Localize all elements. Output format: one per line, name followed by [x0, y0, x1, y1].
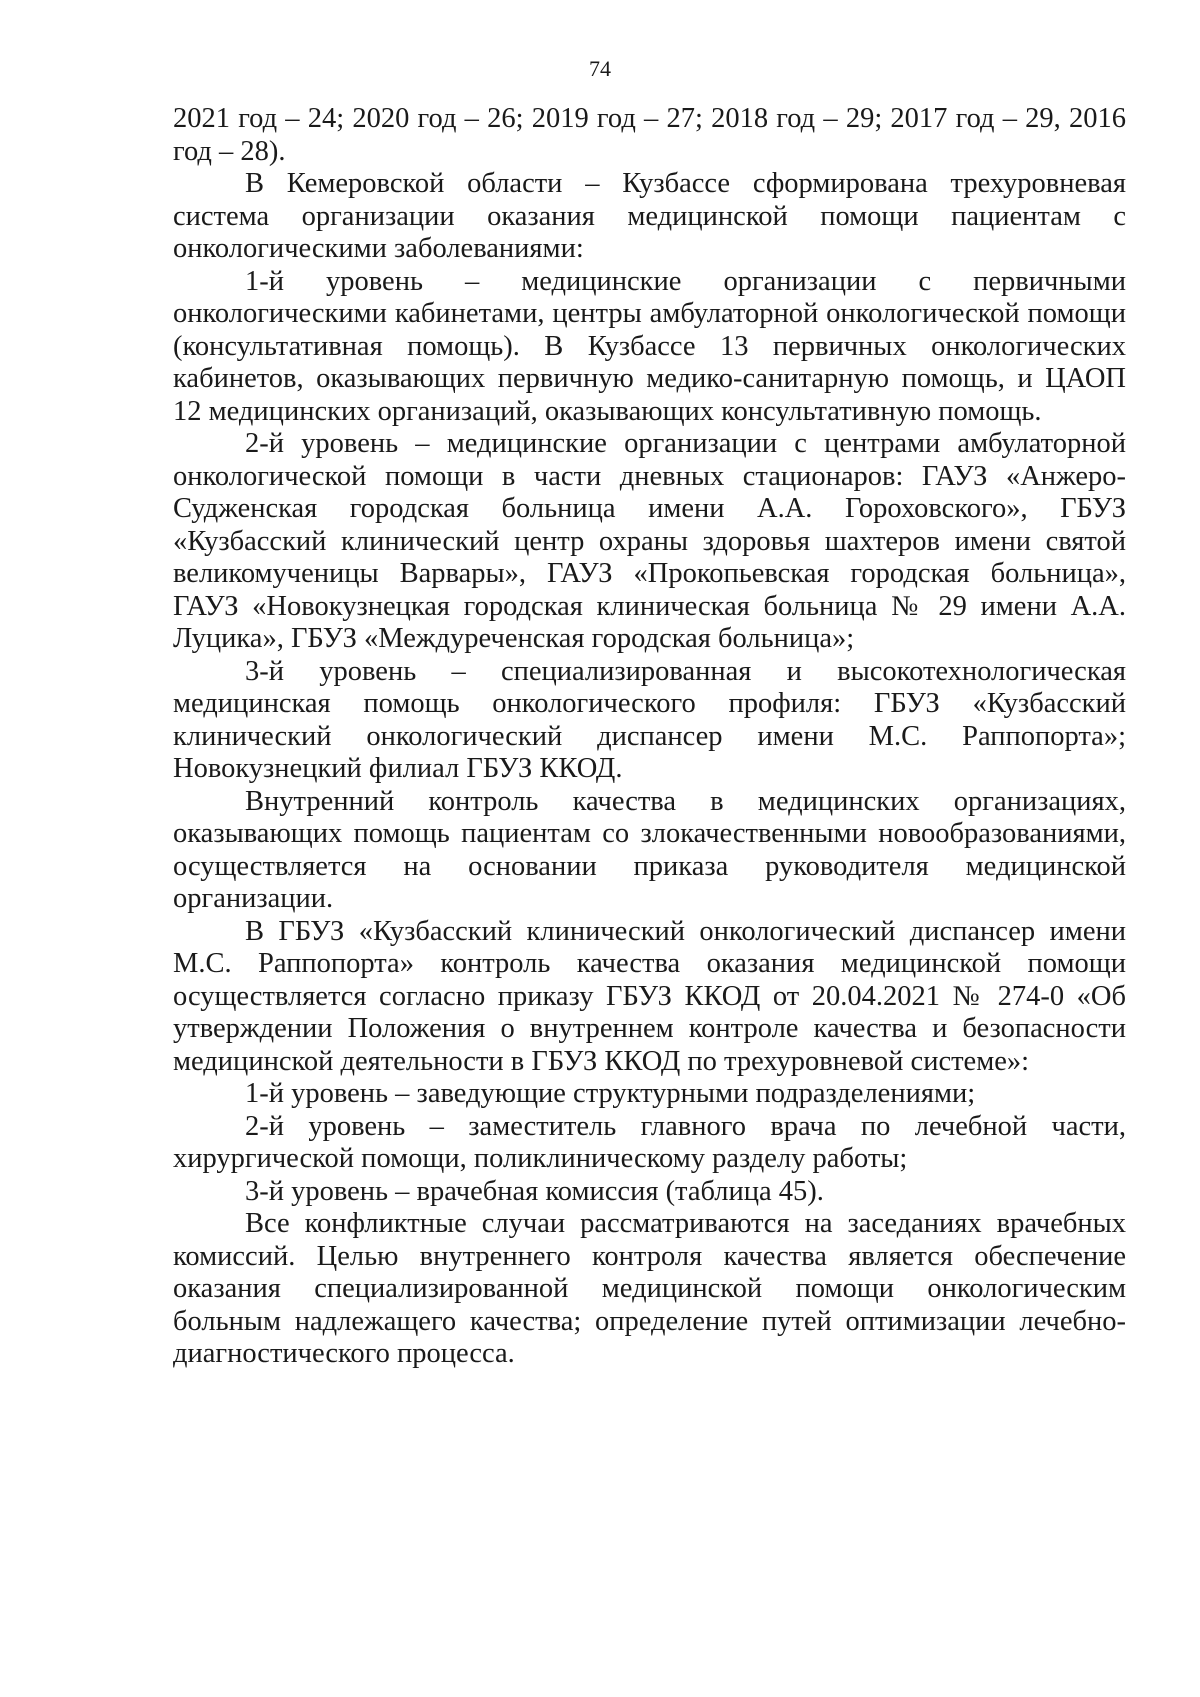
paragraph-system-intro: В Кемеровской области – Кузбассе сформирована трехуровневая система организации оказания медицинской помощи пациентам с онкологическими заболеваниями:	[173, 168, 1126, 264]
page-number: 74	[589, 56, 611, 81]
paragraph-conclusion: Все конфликтные случаи рассматриваются на заседаниях врачебных комиссий. Целью внутреннего контроля качества является обеспечение оказания специализированной медицинской помощи онкологическим больным надлежащего качества; определение путей оптимизации лечебно-диагностического процесса.	[173, 1208, 1126, 1369]
paragraph-order: В ГБУЗ «Кузбасский клинический онкологический диспансер имени М.С. Раппопорта» контроль качества оказания медицинской помощи осуществляется согласно приказу ГБУЗ ККОД от 20.04.2021 № 274-0 «Об утверждении Положения о внутреннем контроле качества и безопасности медицинской деятельности в ГБУЗ ККОД по трехуровневой системе»:	[173, 915, 1126, 1077]
paragraph-continuation: 2021 год – 24; 2020 год – 26; 2019 год – 27; 2018 год – 29; 2017 год – 29, 2016 год – 28).	[173, 103, 1126, 167]
paragraph-level-1: 1-й уровень – медицинские организации с первичными онкологическими кабинетами, центры амбулаторной онкологической помощи (консультативная помощь). В Кузбассе 13 первичных онкологических кабинетов, оказывающих первичную медико-санитарную помощь, и ЦАОП 12 медицинских организаций, оказывающих консультативную помощь.	[173, 265, 1126, 427]
paragraph-control-level-2: 2-й уровень – заместитель главного врача по лечебной части, хирургической помощи, поликлиническому разделу работы;	[173, 1110, 1126, 1174]
paragraph-level-3: 3-й уровень – специализированная и высокотехнологическая медицинская помощь онкологического профиля: ГБУЗ «Кузбасский клинический онкологический диспансер имени М.С. Раппопорта»; Новокузнецкий филиал ГБУЗ ККОД.	[173, 655, 1126, 784]
document-body	[173, 103, 1126, 1371]
paragraph-control-level-1: 1-й уровень – заведующие структурными подразделениями;	[245, 1078, 976, 1109]
paragraph-level-2: 2-й уровень – медицинские организации с центрами амбулаторной онкологической помощи в части дневных стационаров: ГАУЗ «Анжеро-Судженская городская больница имени А.А. Гороховского», ГБУЗ «Кузбасский клинический центр охраны здоровья шахтеров имени святой великомученицы Варвары», ГАУЗ «Прокопьевская городская больница», ГАУЗ «Новокузнецкая городская клиническая больница № 29 имени А.А. Луцика», ГБУЗ «Междуреченская городская больница»;	[173, 428, 1126, 654]
paragraph-control-level-3: 3-й уровень – врачебная комиссия (таблица 45).	[245, 1175, 824, 1207]
paragraph-internal-control: Внутренний контроль качества в медицинских организациях, оказывающих помощь пациентам со злокачественными новообразованиями, осуществляется на основании приказа руководителя медицинской организации.	[173, 785, 1126, 914]
